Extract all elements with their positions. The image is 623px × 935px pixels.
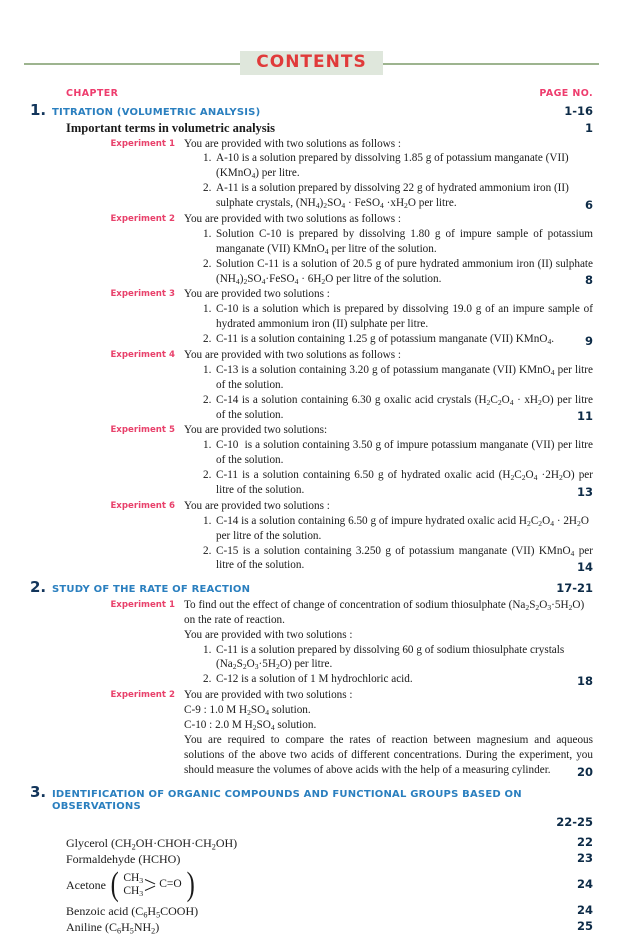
column-header-row xyxy=(0,80,623,99)
experiment-lead: You are provided with two solutions as follows : xyxy=(184,212,402,225)
compound-page: 24 xyxy=(576,877,593,892)
experiment-tail-text: You are required to compare the rates of reaction between magnesium and aqueous solutions of the above two acids of different concentrations. During the experiment, you should measure the volumes of above acids with the help of a measuring cylinder. xyxy=(184,733,593,776)
experiment-item xyxy=(203,468,593,498)
chapter-entry-3[interactable] xyxy=(0,778,623,829)
item-text: Solution C-11 is a solution of 20.5 g of pure hydrated ammonium iron (II) sulphate $(NH_4)_2SO_4\cdot FeSO_4 \cdot 6H_2O$ per litre of the solution. xyxy=(216,257,593,286)
item-text: C-10 is a solution containing 3.50 g of impure potassium manganate (VII) per litre of the solution. xyxy=(216,439,593,467)
item-marker: 2. xyxy=(203,393,212,406)
experiment-item xyxy=(203,363,593,393)
experiment-label: Experiment 5 xyxy=(110,425,175,436)
compound-entry[interactable] xyxy=(0,835,623,851)
chapter-entry-2[interactable] xyxy=(0,573,623,597)
experiment-page: 11 xyxy=(576,409,593,424)
experiment-lead: You are provided with two solutions as follows : xyxy=(184,348,402,361)
experiment-lead: You are provided two solutions : xyxy=(184,288,330,301)
experiment-body xyxy=(184,287,623,347)
experiment-lead-secondary: You are provided with two solutions : xyxy=(184,628,353,641)
page-title: CONTENTS xyxy=(240,51,382,76)
experiment-page: 8 xyxy=(584,273,593,288)
compound-name: Glycerol $(CH_2OH\cdot CHOH\cdot CH_2OH)$ xyxy=(66,835,238,851)
experiment-entry[interactable] xyxy=(0,286,623,347)
experiment-label: Experiment 6 xyxy=(110,500,175,511)
chapter-page-range: 1-16 xyxy=(564,104,593,118)
item-marker: 1. xyxy=(203,303,212,316)
experiment-body xyxy=(184,137,623,211)
chapter-title: TITRATION (VOLUMETRIC ANALYSIS) xyxy=(52,107,261,118)
compound-name: Benzoic acid $(C_6H_5COOH)$ xyxy=(66,903,199,920)
item-marker: 2. xyxy=(203,333,212,346)
item-marker: 2. xyxy=(203,544,212,557)
experiment-item xyxy=(203,302,593,332)
banner-rule-right xyxy=(383,63,599,65)
experiment-label: Experiment 3 xyxy=(110,289,175,300)
experiment-item xyxy=(203,438,593,468)
page-column-header: PAGE NO. xyxy=(539,88,593,99)
compound-page: 25 xyxy=(576,919,593,934)
item-text: Solution C-10 is prepared by dissolving 1.80 g of impure sample of potassium manganate (VII) KMnO$_4$ per litre of the solution. xyxy=(216,227,593,256)
item-marker: 2. xyxy=(203,673,212,686)
experiment-page: 14 xyxy=(576,560,593,575)
item-text: A-10 is a solution prepared by dissolving 1.85 g of potassium manganate (VII) (KMnO$_4$) per litre. xyxy=(216,152,569,181)
experiment-body xyxy=(184,598,623,687)
experiment-item xyxy=(203,672,593,687)
experiment-plain-line: C-9 : 1.0 M $H_2SO_4$ solution. xyxy=(184,704,311,718)
experiment-body xyxy=(184,348,623,422)
experiment-body xyxy=(184,499,623,573)
experiment-page: 13 xyxy=(576,484,593,499)
experiment-item xyxy=(203,393,593,423)
chapter-number: 2. xyxy=(30,578,47,597)
item-text: C-11 is a solution containing 6.50 g of hydrated oxalic acid $(H_2C_2O_4 \cdot 2H_2O)$ per litre of the solution. xyxy=(216,469,593,496)
experiment-label: Experiment 1 xyxy=(110,599,175,610)
item-marker: 1. xyxy=(203,363,212,376)
chapter-page-range: 17-21 xyxy=(556,581,593,596)
experiment-label: Experiment 1 xyxy=(110,138,175,149)
experiment-lead: You are provided with two solutions : xyxy=(184,689,353,702)
item-text: C-10 is a solution which is prepared by dissolving 19.0 g of an impure sample of hydrated ammonium iron (II) sulphate per litre. xyxy=(216,303,593,331)
experiment-entry[interactable] xyxy=(0,597,623,687)
item-marker: 2. xyxy=(203,469,212,482)
item-text: C-14 is a solution containing 6.30 g oxalic acid crystals $(H_2C_2O_4 \cdot xH_2O)$ per litre of the solution. xyxy=(216,393,594,421)
compound-name: Aniline $(C_6H_5NH_2)$ xyxy=(66,919,160,935)
item-text: C-15 is a solution containing 3.250 g of potassium manganate (VII) KMnO$_4$ per litre of the solution. xyxy=(216,544,593,572)
compound-entry[interactable] xyxy=(0,919,623,935)
paren-close: ) xyxy=(186,865,195,903)
experiment-entry[interactable] xyxy=(0,498,623,573)
item-marker: 1. xyxy=(203,514,212,527)
experiment-lead: You are provided with two solutions as follows : xyxy=(184,137,402,150)
experiment-page: 9 xyxy=(584,333,593,348)
item-text: A-11 is a solution prepared by dissolving 22 g of hydrated ammonium iron (II) sulphate crystals, $(NH_4)_2SO_4$ · FeSO$_4$ $\cdot xH_2O$ per litre. xyxy=(216,182,569,211)
chapter-title: IDENTIFICATION OF ORGANIC COMPOUNDS AND FUNCTIONAL GROUPS BASED ON OBSERVATIONS xyxy=(52,788,522,813)
compound-name: Formaldehyde (HCHO) xyxy=(66,851,181,866)
chapter-column-header: CHAPTER xyxy=(66,88,119,99)
item-text: C-12 is a solution of 1 M hydrochloric acid. xyxy=(216,673,413,686)
item-marker: 1. xyxy=(203,227,212,240)
compound-page: 22 xyxy=(576,834,593,849)
experiment-lead: You are provided two solutions : xyxy=(184,499,330,512)
subheading-label: Important terms in volumetric analysis xyxy=(66,120,276,135)
compound-page: 24 xyxy=(576,903,593,918)
item-text: C-14 is a solution containing 6.50 g of impure hydrated oxalic acid $H_2C_2O_4 \cdot 2H_2O$ per litre of the solution. xyxy=(216,514,589,542)
item-marker: 1. xyxy=(203,152,212,165)
experiment-page: 20 xyxy=(576,764,593,779)
compound-page: 23 xyxy=(576,851,593,866)
experiment-body xyxy=(184,212,623,286)
experiment-lead: To find out the effect of change of concentration of sodium thiosulphate $(Na_2S_2O_3\cdot 5H_2O)$ on the rate of reaction. xyxy=(184,598,585,626)
compound-entry[interactable] xyxy=(0,903,623,919)
experiment-entry[interactable] xyxy=(0,687,623,777)
methyl-group-stack xyxy=(123,872,143,898)
chapter-entry-1[interactable] xyxy=(0,99,623,120)
chapter-subheading[interactable] xyxy=(0,120,623,136)
compound-entry[interactable] xyxy=(0,851,623,867)
experiment-item xyxy=(203,544,593,574)
experiment-item xyxy=(203,181,593,211)
item-marker: 2. xyxy=(203,257,212,270)
item-text: C-11 is a solution prepared by dissolving 60 g of sodium thiosulphate crystals $(Na_2S_2O_3\cdot 5H_2O)$ per litre. xyxy=(216,643,565,672)
experiment-label: Experiment 2 xyxy=(110,213,175,224)
paren-open: ( xyxy=(110,865,119,903)
methyl-top: $CH_3$ xyxy=(123,871,144,886)
experiment-entry[interactable] xyxy=(0,136,623,211)
experiment-page: 18 xyxy=(576,674,593,689)
compound-name: Acetone xyxy=(66,877,106,892)
experiment-item xyxy=(203,257,593,287)
item-text: C-13 is a solution containing 3.20 g of potassium manganate (VII) KMnO$_4$ per litre of the solution. xyxy=(216,363,593,391)
experiment-plain-line: C-10 : 2.0 M $H_2SO_4$ solution. xyxy=(184,718,317,733)
item-marker: 2. xyxy=(203,182,212,195)
experiment-item xyxy=(203,151,593,181)
experiment-body xyxy=(184,423,623,497)
bond-angle-icon xyxy=(145,874,156,896)
experiment-lead: You are provided two solutions: xyxy=(184,424,328,437)
experiment-page: 6 xyxy=(584,197,593,212)
item-marker: 1. xyxy=(203,439,212,452)
subheading-page: 1 xyxy=(584,120,593,135)
experiment-entry[interactable] xyxy=(0,211,623,286)
experiment-entry[interactable] xyxy=(0,422,623,497)
experiment-item xyxy=(203,332,593,347)
experiment-entry[interactable] xyxy=(0,347,623,422)
compound-entry-acetone[interactable] xyxy=(0,867,623,903)
experiment-item xyxy=(203,227,593,257)
experiment-item xyxy=(203,514,593,544)
experiment-body xyxy=(184,688,623,777)
contents-banner xyxy=(0,0,623,80)
carbonyl-group: C=O xyxy=(159,878,182,891)
item-text: C-11 is a solution containing 1.25 g of potassium manganate (VII) KMnO$_4$. xyxy=(216,333,555,347)
experiment-item xyxy=(203,643,593,673)
banner-rule-left xyxy=(24,63,240,65)
experiment-label: Experiment 4 xyxy=(110,349,175,360)
experiment-label: Experiment 2 xyxy=(110,690,175,701)
item-marker: 1. xyxy=(203,643,212,656)
chapter-number: 1. xyxy=(30,101,47,119)
chapter-page-range: 22-25 xyxy=(556,814,593,829)
chapter-title: STUDY OF THE RATE OF REACTION xyxy=(52,584,251,596)
acetone-structure xyxy=(66,865,196,903)
chapter-number: 3. xyxy=(30,782,47,801)
methyl-bottom: $CH_3$ xyxy=(123,884,144,899)
